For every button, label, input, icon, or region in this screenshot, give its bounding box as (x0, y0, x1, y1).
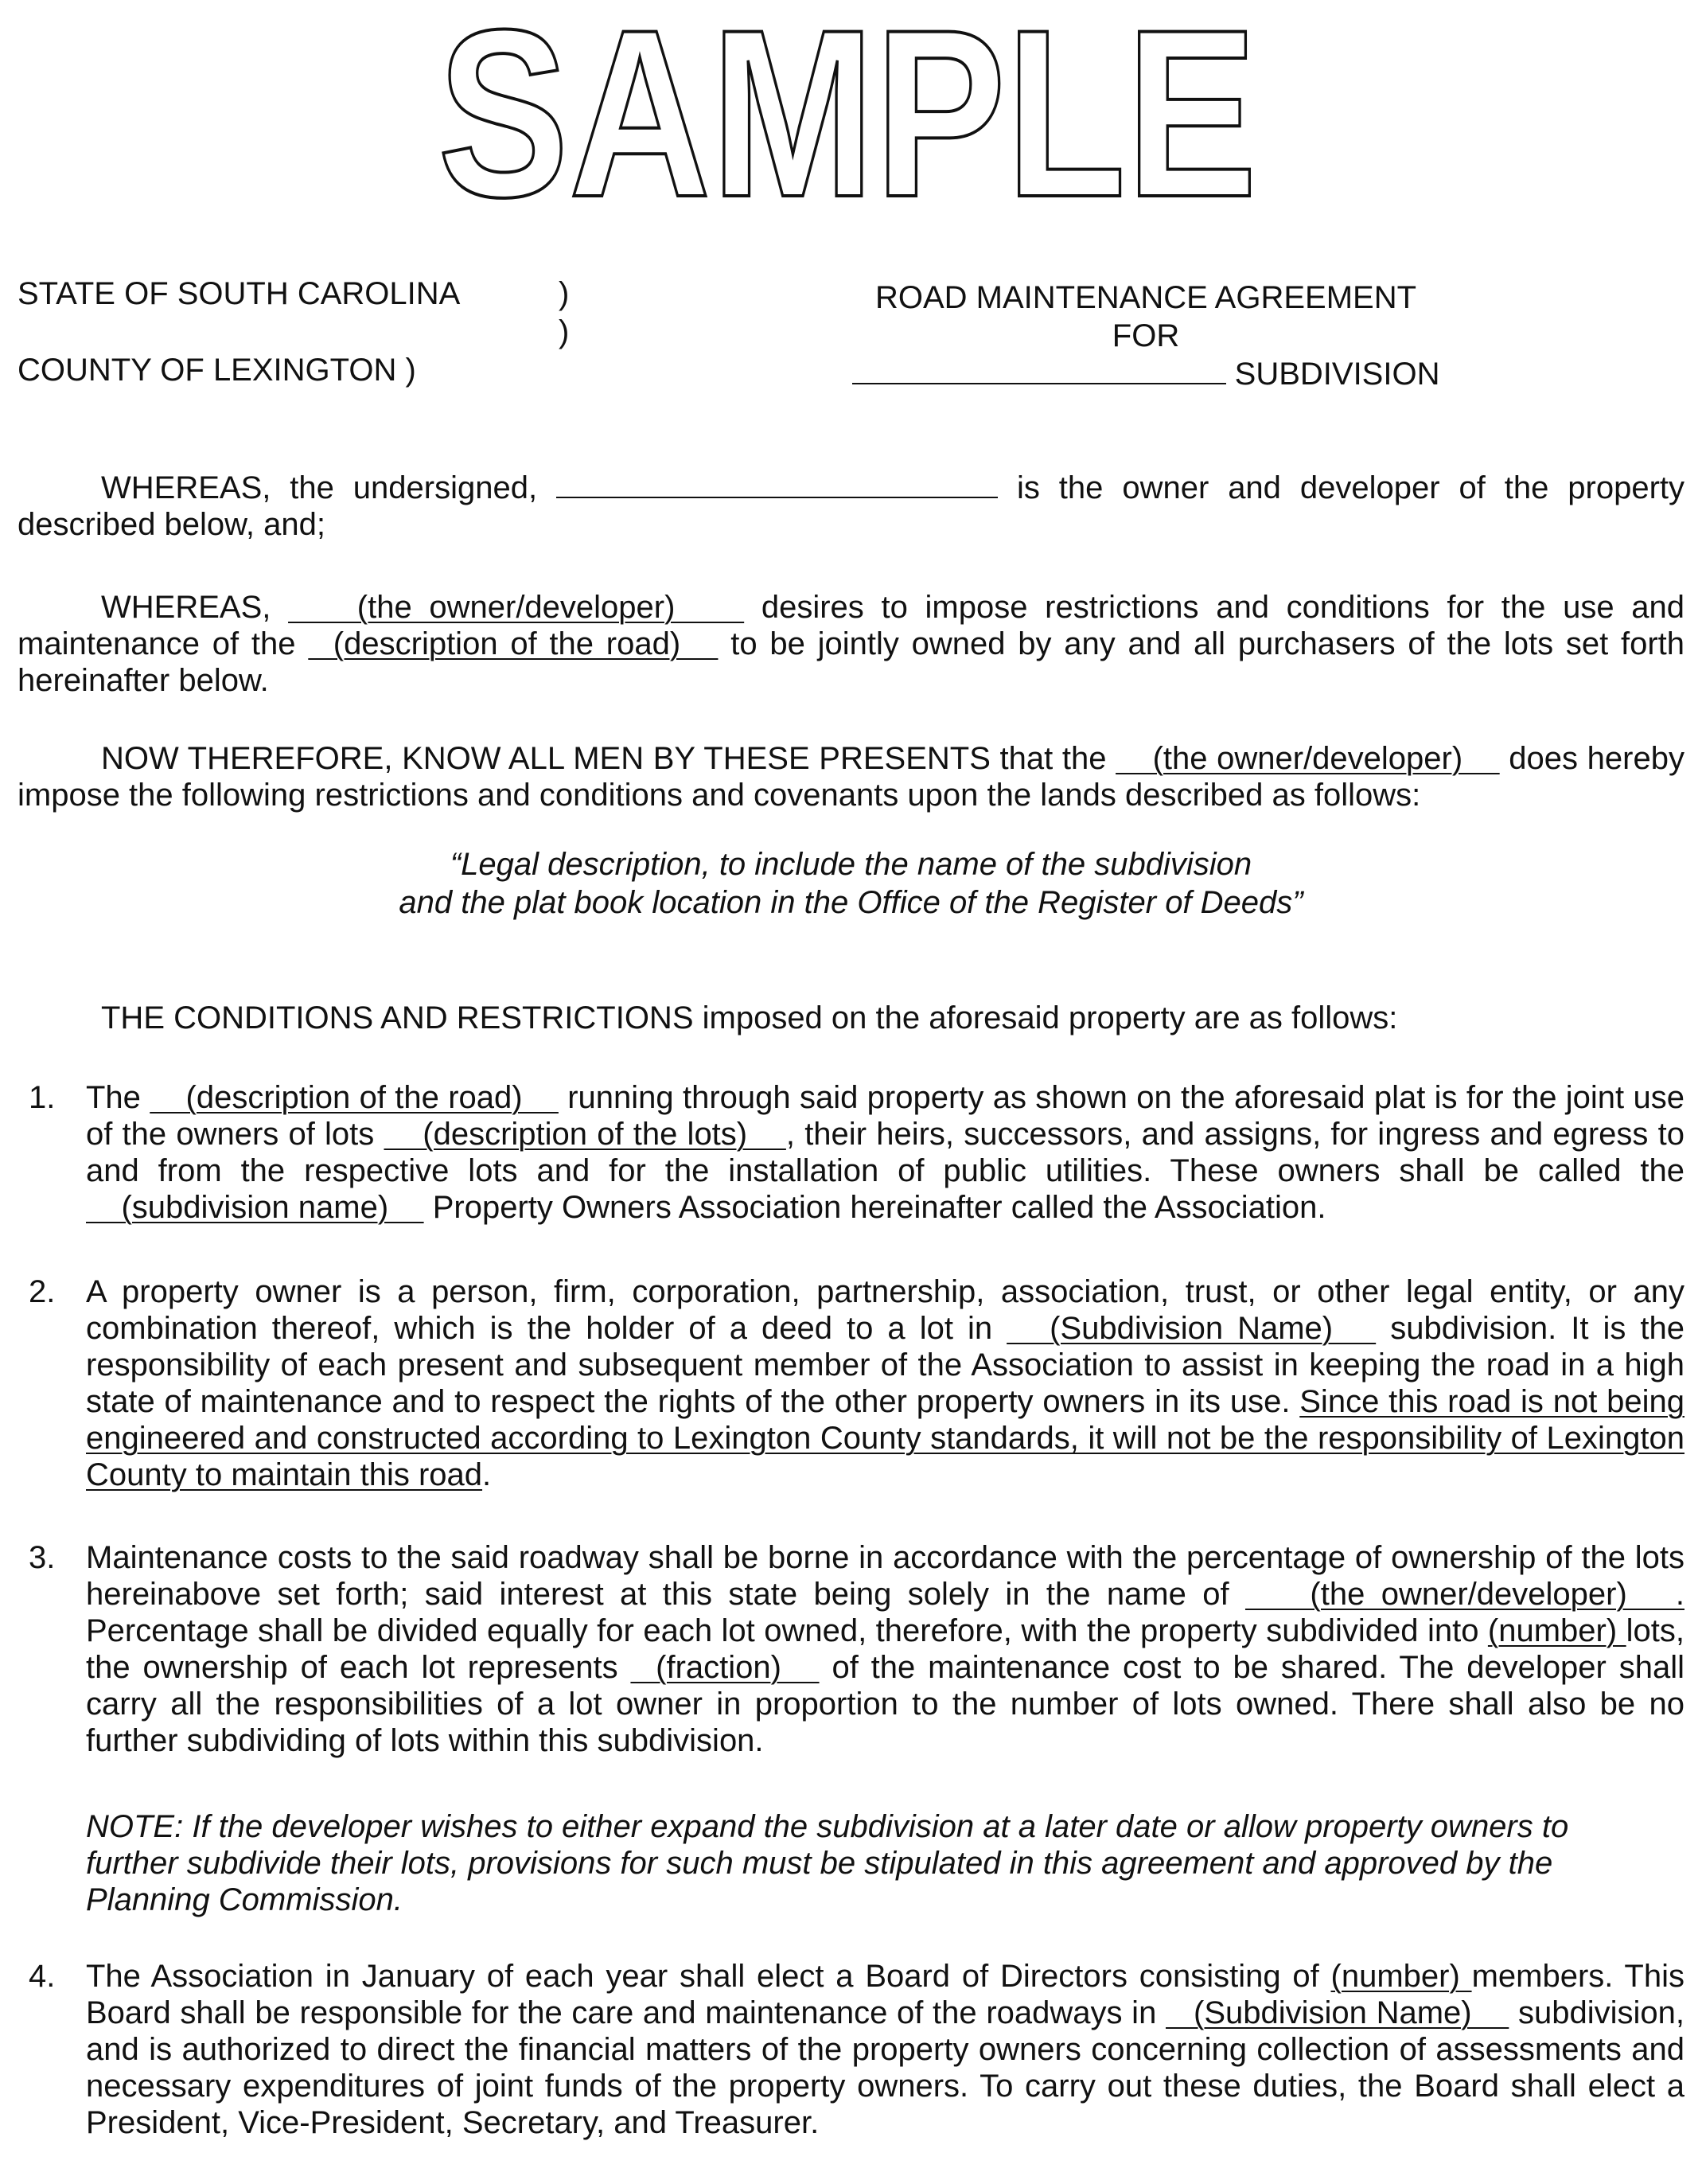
whereas-paragraph-1: WHEREAS, the undersigned, is the owner and developer of the property described below, and; (18, 470, 1685, 542)
header-jurisdiction (18, 275, 570, 389)
sample-watermark-text: SAMPLE (438, 0, 1257, 247)
item-number: 1. (29, 1080, 56, 1115)
paren-2: ) (559, 314, 570, 349)
title-line-2: FOR (1112, 318, 1180, 353)
title-line-1: ROAD MAINTENANCE AGREEMENT (874, 280, 1417, 315)
now-therefore-paragraph: NOW THEREFORE, KNOW ALL MEN BY THESE PRESENTS that the (the owner/developer) does hereby impose the following restrictions and conditions and covenants upon the lands described as follows: (18, 741, 1684, 813)
condition-item-1: 1. The (description of the road) running through said property as shown on the aforesaid plat is for the joint use of the owners of lots (description of the lots) , their heirs, successors, and assigns, for ingress and egress to and from the respective lots and for the installation of public utilities. These owners shall be called the (subdivision name) Property Owners Association hereinafter called the Association. (29, 1080, 1684, 1225)
legal-description: “Legal description, to include the name of the subdivision and the plat book location in the Office of the Register of Deeds” (399, 847, 1303, 920)
state-label: STATE OF SOUTH CAROLINA (18, 276, 461, 311)
condition-item-2: 2. A property owner is a person, firm, corporation, partnership, association, trust, or other legal entity, or any combination thereof, which is the holder of a deed to a lot in (Subdivision Name) subdivision. It is the responsibility of each present and subsequent member of the Association to assist in keeping the road in a high state of maintenance and to respect the rights of the other property owners in its use. Since this road is not being engineered and constructed according to Lexington County standards, it will not be the responsibility of Lexington County to maintain this road. (29, 1274, 1684, 1492)
condition-item-3: 3. Maintenance costs to the said roadway shall be borne in accordance with the percentage of ownership of the lots hereinabove set forth; said interest at this state being solely in the name of (the owner/developer) . Percentage shall be divided equally for each lot owned, therefore, with the property subdivided into (number) lots, the ownership of each lot represents (fraction) of the maintenance cost to be shared. The developer shall carry all the responsibilities of a lot owner in proportion to the number of lots owned. There shall also be no further subdividing of lots within this subdivision. (29, 1540, 1684, 1758)
condition-item-4: 4. The Association in January of each year shall elect a Board of Directors consisting of (number) members. This Board shall be responsible for the care and maintenance of the roadways in (Subdivision Name) subdivision, and is authorized to direct the financial matters of the property owners concerning collection of assessments and necessary expenditures of joint funds of the property owners. To carry out these duties, the Board shall elect a President, Vice-President, Secretary, and Treasurer. (29, 1959, 1684, 2140)
paren-1: ) (559, 276, 570, 311)
developer-note: NOTE: If the developer wishes to either expand the subdivision at a later date or allow property owners to further subdivide their lots, provisions for such must be stipulated in this agreement and approved by the Planning Commission. (86, 1809, 1569, 1917)
sample-watermark (430, 0, 1265, 247)
subdivision-word: SUBDIVISION (1234, 357, 1440, 392)
paren-3: ) (405, 353, 416, 388)
item-number: 3. (29, 1540, 56, 1575)
owner-developer-fill: (the owner/developer) (288, 590, 745, 625)
item-number: 2. (29, 1274, 56, 1309)
item-number: 4. (29, 1959, 56, 1994)
owner-blank[interactable] (556, 497, 998, 498)
county-label: COUNTY OF LEXINGTON (18, 353, 397, 388)
title-line-3 (780, 355, 1512, 393)
subdivision-blank[interactable] (852, 383, 1226, 384)
conditions-intro: THE CONDITIONS AND RESTRICTIONS imposed on the aforesaid property are as follows: (101, 1000, 1398, 1035)
county-disclaimer: Since this road is not being engineered and constructed according to Lexington County standards, it will not be the responsibility of Lexington County to maintain this road (86, 1384, 1684, 1492)
whereas-paragraph-2: WHEREAS, (the owner/developer) desires to impose restrictions and conditions for the use and maintenance of the (description of the road) to be jointly owned by any and all purchasers of the lots set forth hereinafter below. (18, 590, 1684, 698)
agreement-title (780, 279, 1512, 393)
road-description-fill: (description of the road) (308, 626, 719, 661)
owner-developer-fill-2: (the owner/developer) (1116, 741, 1500, 776)
